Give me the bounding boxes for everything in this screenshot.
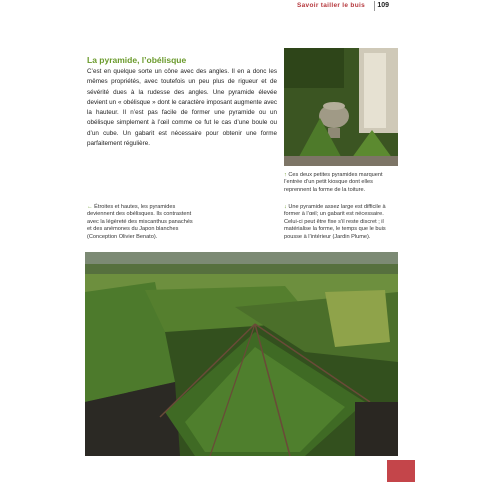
garden-pyramid-illustration	[85, 252, 398, 456]
page-number: 109	[377, 2, 389, 9]
kiosk-pyramids-photo	[284, 48, 398, 166]
arrow-up-icon: ↑	[284, 172, 287, 178]
arrow-left-icon: ←	[87, 204, 93, 210]
caption-left-text: Étroites et hautes, les pyramides deviennent des obélisques. Ils contrastent avec la légèreté des miscanthus panachés et des anémones du Japon blanches (Conception Olivier Benato).	[87, 204, 193, 240]
caption-left	[87, 204, 197, 241]
caption-top	[284, 172, 396, 194]
caption-right	[284, 204, 396, 241]
kiosk-pyramids-illustration	[284, 48, 398, 166]
garden-pyramid-photo	[85, 252, 398, 456]
page-header	[88, 2, 475, 14]
caption-top-text: Ces deux petites pyramides marquent l’entrée d’un petit kiosque dont elles reprennent la forme de la toiture.	[284, 172, 383, 193]
section-title: La pyramide, l’obélisque	[87, 55, 187, 65]
arrow-down-icon: ↓	[284, 204, 287, 210]
section-body: C’est en quelque sorte un cône avec des angles. Il en a donc les mêmes propriétés, avec toutefois un peu plus de rigueur et de sévérité dues à la rudesse des angles. Une pyramide élevée devient un « obélisque » dont le caractère imposant augmente avec la hauteur. Il n’est pas facile de former une pyramide ou un obélisque simplement à l’œil comme ce fut le cas d’une boule ou d’un cube. Un gabarit est nécessaire pour obtenir une forme parfaitement régulière.	[87, 68, 277, 148]
caption-right-text: Une pyramide assez large est difficile à former à l’œil; un gabarit est nécessaire. Celui-ci peut être fixe s’il reste discret ; il matérialise la forme, le temps que le buis pousse à l’intérieur (Jardin Plume).	[284, 204, 386, 240]
running-head: Savoir tailler le buis	[296, 2, 365, 9]
header-separator	[374, 1, 375, 11]
chapter-tab	[387, 460, 415, 482]
